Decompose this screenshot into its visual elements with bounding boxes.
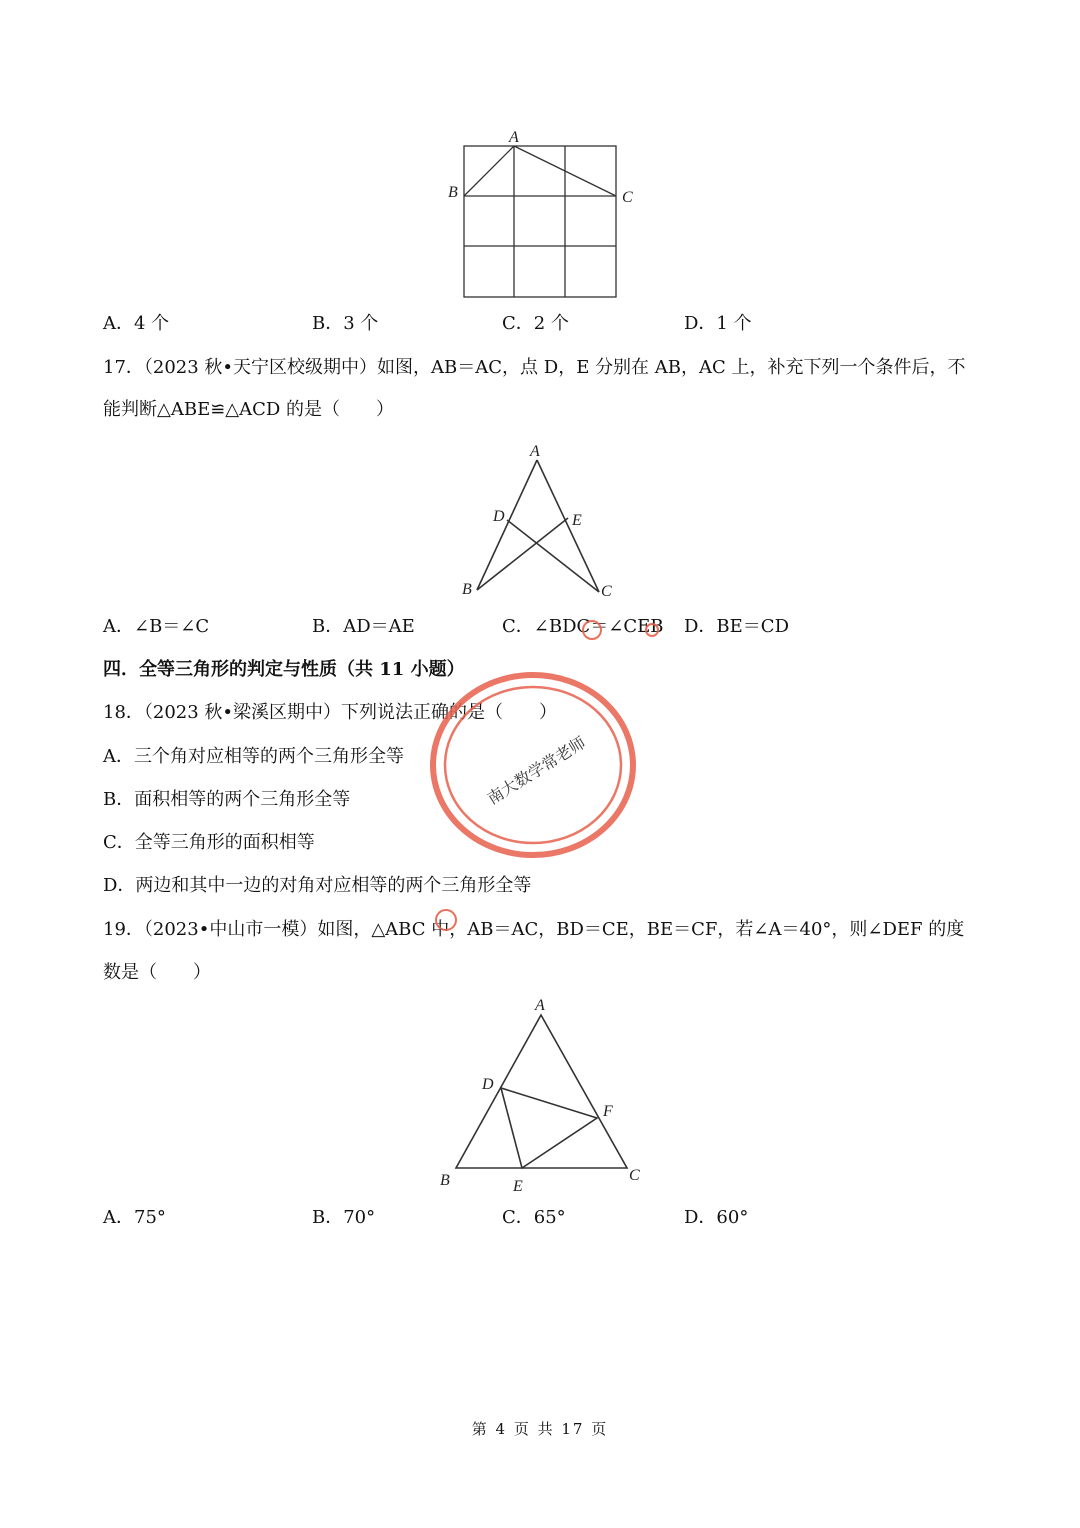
fig19-label-c: C [629, 1167, 640, 1184]
fig16-label-b: B [448, 184, 458, 201]
q16-option-a: A．4 个 [103, 313, 170, 334]
section-heading: 四．全等三角形的判定与性质（共 11 小题） [103, 659, 465, 680]
fig17-label-b: B [462, 581, 472, 598]
q18-stem: 18．（2023 秋•梁溪区期中）下列说法正确的是（ ） [103, 702, 558, 723]
fig19-label-a: A [535, 997, 545, 1014]
page-footer: 第 4 页 共 17 页 [471, 1420, 609, 1438]
q19-option-c: C．65° [502, 1207, 566, 1228]
fig17-label-e: E [572, 512, 582, 529]
q17-stem-line1: 17．（2023 秋•天宁区校级期中）如图，AB＝AC，点 D，E 分别在 AB，AC 上，补充下列一个条件后，不 [103, 357, 966, 378]
q19-option-a: A．75° [103, 1207, 166, 1228]
q19-stem-line2: 数是（ ） [103, 962, 211, 983]
q18-option-d: D．两边和其中一边的对角对应相等的两个三角形全等 [103, 875, 532, 896]
q17-option-b: B．AD＝AE [312, 616, 415, 637]
q18-option-c: C．全等三角形的面积相等 [103, 832, 315, 853]
q19-option-b: B．70° [312, 1207, 376, 1228]
q17-option-c: C．∠BDC＝∠CEB [502, 616, 664, 637]
q18-option-b: B．面积相等的两个三角形全等 [103, 789, 351, 810]
q19-option-d: D．60° [684, 1207, 749, 1228]
fig19-label-b: B [440, 1172, 450, 1189]
q16-option-b: B．3 个 [312, 313, 379, 334]
q17-stem-line2: 能判断△ABE≌△ACD 的是（ ） [103, 399, 395, 420]
fig17-label-d: D [493, 508, 505, 525]
q16-option-d: D．1 个 [684, 313, 752, 334]
watermark-text: 南大数学常老师 [483, 732, 589, 809]
fig19-label-d: D [482, 1076, 494, 1093]
fig17-label-c: C [601, 583, 612, 600]
fig17-label-a: A [530, 443, 540, 460]
fig16-label-a: A [509, 129, 519, 146]
q17-option-d: D．BE＝CD [684, 616, 790, 637]
fig16-label-c: C [622, 189, 633, 206]
q17-option-a: A．∠B＝∠C [103, 616, 210, 637]
q18-option-a: A．三个角对应相等的两个三角形全等 [103, 746, 404, 767]
q19-stem-line1: 19．（2023•中山市一模）如图，△ABC 中，AB＝AC，BD＝CE，BE＝CF，若∠A＝40°，则∠DEF 的度 [103, 919, 965, 940]
fig19-label-e: E [513, 1178, 523, 1195]
q16-option-c: C．2 个 [502, 313, 569, 334]
fig19-label-f: F [603, 1103, 613, 1120]
